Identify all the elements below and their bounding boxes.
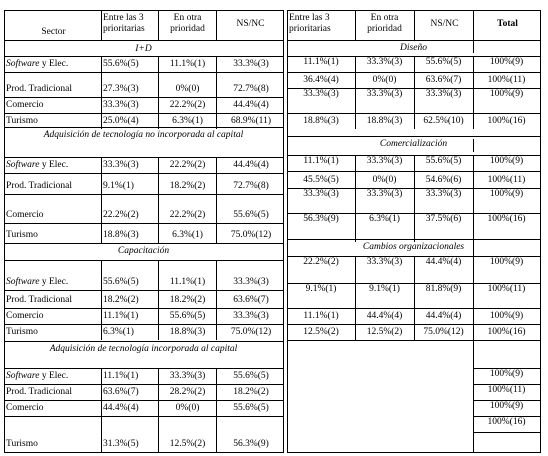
- col-rule: [414, 10, 415, 40]
- value-otra: 33.3%(3): [366, 89, 403, 99]
- col-rule: [158, 10, 159, 40]
- col-rule: [414, 283, 415, 308]
- value-otra: 28.2%(2): [169, 387, 206, 397]
- value-nsnc: 55.6%(5): [233, 403, 269, 413]
- col-rule: [216, 368, 217, 384]
- value-nsnc: 75.0%(12): [423, 327, 464, 337]
- value-total: 100%(9): [489, 369, 524, 379]
- row-rule: [4, 384, 284, 385]
- value-nsnc: 37.5%(6): [425, 214, 462, 224]
- value-total: 100%(11): [487, 284, 526, 294]
- value-nsnc: 75.0%(12): [230, 327, 272, 337]
- value-nsnc: 33.3%(3): [233, 277, 269, 287]
- col-rule: [216, 157, 217, 173]
- sector-label: Comercio: [6, 403, 44, 413]
- col-rule: [473, 155, 474, 171]
- value-otra: 12.5%(2): [366, 327, 403, 337]
- col-rule: [355, 171, 356, 188]
- value-otra: 6.3%(1): [172, 116, 203, 126]
- col-rule: [101, 10, 102, 40]
- value-otra: 0%(0): [175, 403, 200, 413]
- value-entre: 11.1%(1): [303, 311, 339, 321]
- value-nsnc: 44.4%(4): [425, 311, 462, 321]
- col-rule: [414, 171, 415, 188]
- col-rule: [158, 400, 159, 416]
- col-rule: [355, 56, 356, 72]
- col-rule: [473, 340, 474, 452]
- value-otra: 22.2%(2): [169, 210, 206, 220]
- col-rule: [158, 308, 159, 324]
- value-entre: 55.6%(5): [103, 277, 139, 287]
- col-rule: [414, 88, 415, 113]
- col-rule: [101, 72, 102, 97]
- section-title: Comercialización: [379, 139, 448, 149]
- value-otra: 11.1%(1): [169, 59, 206, 69]
- value-otra: 12.5%(2): [169, 439, 206, 449]
- col-rule: [216, 97, 217, 113]
- section-title-rule: [287, 136, 541, 137]
- col-rule: [101, 157, 102, 173]
- value-entre: 11.1%(1): [103, 311, 139, 321]
- col-rule: [355, 256, 356, 283]
- value-total: 100%(16): [487, 214, 526, 224]
- col-rule: [158, 194, 159, 223]
- value-nsnc: 55.6%(5): [233, 371, 269, 381]
- value-entre: 18.8%(3): [303, 116, 339, 126]
- col-rule: [158, 56, 159, 72]
- col-rule: [216, 223, 217, 243]
- row-rule: [4, 113, 284, 114]
- value-entre: 31.3%(5): [103, 439, 139, 449]
- sector-label: Software y Elec.: [6, 277, 69, 287]
- section-rule: [4, 368, 284, 369]
- value-otra: 0%(0): [372, 75, 397, 85]
- value-nsnc: 68.9%(11): [230, 116, 271, 126]
- col-rule: [473, 324, 474, 340]
- value-nsnc: 75.0%(12): [230, 230, 272, 240]
- col-rule: [355, 324, 356, 340]
- section-rule: [287, 340, 541, 341]
- section-title-rule: [287, 40, 541, 41]
- col-rule: [216, 400, 217, 416]
- col-rule: [355, 155, 356, 171]
- value-nsnc: 44.4%(4): [425, 257, 462, 267]
- table-bottom-border: [287, 452, 541, 453]
- value-nsnc: 63.6%(7): [233, 295, 269, 305]
- col-rule: [473, 88, 474, 113]
- header-otra: En otra prioridad: [170, 13, 205, 34]
- col-rule: [473, 72, 474, 88]
- col-rule: [216, 384, 217, 400]
- value-otra: 0%(0): [175, 84, 200, 94]
- value-nsnc: 55.6%(5): [425, 156, 462, 166]
- col-rule: [101, 368, 102, 384]
- col-rule: [158, 72, 159, 97]
- col-rule: [414, 324, 415, 340]
- col-rule: [414, 72, 415, 88]
- col-rule: [414, 113, 415, 129]
- col-rule: [473, 256, 474, 283]
- col-rule: [101, 194, 102, 223]
- col-rule: [216, 308, 217, 324]
- left-table-border: [4, 10, 5, 452]
- value-nsnc: 54.6%(6): [425, 175, 462, 185]
- col-rule: [414, 256, 415, 283]
- col-rule: [473, 40, 474, 53]
- value-nsnc: 33.3%(3): [233, 311, 269, 321]
- col-rule: [216, 324, 217, 340]
- row-rule: [4, 290, 284, 291]
- row-rule: [4, 72, 284, 73]
- value-entre: 33.3%(3): [103, 100, 139, 110]
- value-total: 100%(11): [487, 75, 526, 85]
- header-nsnc: NS/NC: [236, 19, 265, 29]
- value-entre: 11.1%(1): [103, 371, 139, 381]
- col-rule: [158, 290, 159, 308]
- col-rule: [101, 260, 102, 290]
- value-total: 100%(16): [487, 417, 526, 427]
- value-entre: 33.3%(3): [103, 160, 139, 170]
- col-rule: [216, 290, 217, 308]
- value-nsnc: 18.2%(2): [233, 387, 269, 397]
- value-otra: 18.8%(3): [169, 327, 206, 337]
- value-nsnc: 81.8%(9): [425, 284, 462, 294]
- row-rule: [4, 223, 284, 224]
- value-total: 100%(16): [487, 327, 526, 337]
- value-entre: 9.1%(1): [305, 284, 337, 294]
- value-entre: 44.4%(4): [103, 403, 139, 413]
- col-rule: [414, 56, 415, 72]
- col-rule: [158, 157, 159, 173]
- value-entre: 27.3%(3): [103, 84, 139, 94]
- value-total: 100%(9): [489, 257, 524, 267]
- section-title-rule: [4, 127, 284, 128]
- col-rule: [158, 97, 159, 113]
- value-otra: 18.8%(3): [366, 116, 403, 126]
- col-rule: [473, 213, 474, 242]
- sector-label: Turismo: [6, 230, 38, 240]
- value-entre: 6.3%(1): [103, 327, 134, 337]
- value-nsnc: 44.4%(4): [233, 100, 269, 110]
- value-total: 100%(16): [487, 116, 526, 126]
- col-rule: [355, 283, 356, 308]
- section-title: Capacitación: [117, 246, 170, 256]
- sector-label: Prod. Tradicional: [6, 84, 72, 94]
- section-rule: [4, 56, 284, 57]
- value-entre: 36.4%(4): [303, 75, 339, 85]
- value-nsnc: 63.6%(7): [425, 75, 462, 85]
- value-nsnc: 33.3%(3): [425, 89, 462, 99]
- col-rule: [216, 260, 217, 290]
- col-rule: [158, 384, 159, 400]
- col-rule: [473, 188, 474, 213]
- sector-label: Comercio: [6, 100, 44, 110]
- row-rule: [4, 194, 284, 195]
- value-entre: 55.6%(5): [103, 59, 139, 69]
- header-nsnc: NS/NC: [430, 19, 459, 29]
- col-rule: [355, 308, 356, 324]
- value-nsnc: 55.6%(5): [233, 210, 269, 220]
- sector-label: Turismo: [6, 116, 38, 126]
- value-otra: 22.2%(2): [169, 160, 206, 170]
- col-rule: [473, 139, 474, 152]
- value-entre: 18.2%(2): [103, 295, 139, 305]
- col-rule: [158, 223, 159, 243]
- section-title-rule: [4, 40, 284, 41]
- col-rule: [355, 188, 356, 213]
- col-rule: [158, 324, 159, 340]
- col-rule: [473, 113, 474, 129]
- col-rule: [216, 72, 217, 97]
- col-rule: [101, 290, 102, 308]
- value-entre: 22.2%(2): [303, 257, 339, 267]
- value-otra: 22.2%(2): [169, 100, 206, 110]
- header-total: Total: [497, 19, 518, 29]
- value-otra: 18.2%(2): [169, 295, 206, 305]
- col-rule: [414, 155, 415, 171]
- col-rule: [158, 260, 159, 290]
- section-title: I+D: [135, 44, 152, 54]
- value-nsnc: 72.7%(8): [233, 84, 269, 94]
- value-entre: 11.1%(1): [303, 156, 339, 166]
- col-rule: [158, 416, 159, 452]
- col-rule: [216, 173, 217, 194]
- sector-label: Prod. Tradicional: [6, 181, 72, 191]
- row-rule: [4, 308, 284, 309]
- row-rule: [4, 173, 284, 174]
- value-entre: 11.1%(1): [303, 57, 339, 67]
- value-entre: 25.0%(4): [103, 116, 139, 126]
- value-otra: 33.3%(3): [366, 257, 403, 267]
- value-nsnc: 72.7%(8): [233, 181, 269, 191]
- section-title-rule: [4, 243, 284, 244]
- sector-label: Turismo: [6, 327, 38, 337]
- col-rule: [101, 223, 102, 243]
- value-nsnc: 44.4%(4): [233, 160, 269, 170]
- value-total: 100%(9): [489, 311, 524, 321]
- sector-label: Software y Elec.: [6, 59, 69, 69]
- value-otra: 33.3%(3): [366, 189, 403, 199]
- section-title: Adquisición de tecnología incorporada al capital: [49, 344, 238, 354]
- col-rule: [101, 384, 102, 400]
- col-rule: [473, 10, 474, 40]
- row-rule: [4, 97, 284, 98]
- value-otra: 33.3%(3): [366, 156, 403, 166]
- col-rule: [216, 416, 217, 452]
- sector-label: Prod. Tradicional: [6, 387, 72, 397]
- col-rule: [216, 56, 217, 72]
- col-rule: [101, 308, 102, 324]
- section-rule: [4, 157, 284, 158]
- col-rule: [158, 368, 159, 384]
- value-otra: 18.2%(2): [169, 181, 206, 191]
- col-rule: [158, 173, 159, 194]
- col-rule: [355, 72, 356, 88]
- col-rule: [101, 97, 102, 113]
- col-rule: [414, 308, 415, 324]
- section-title: Diseño: [400, 43, 427, 53]
- col-rule: [101, 56, 102, 72]
- col-rule: [216, 10, 217, 40]
- value-entre: 63.6%(7): [103, 387, 139, 397]
- col-rule: [355, 88, 356, 113]
- value-otra: 6.3%(1): [172, 230, 203, 240]
- value-total: 100%(9): [489, 89, 524, 99]
- value-entre: 12.5%(2): [303, 327, 339, 337]
- header-entre: Entre las 3 prioritarias: [103, 13, 145, 34]
- value-entre: 45.5%(5): [303, 175, 339, 185]
- right-table-border: [540, 10, 541, 452]
- value-entre: 18.8%(3): [103, 230, 139, 240]
- section-title: Adquisición de tecnología no incorporada al capital: [43, 130, 244, 140]
- value-otra: 33.3%(3): [366, 57, 403, 67]
- row-rule: [4, 324, 284, 325]
- col-rule: [101, 173, 102, 194]
- value-entre: 33.3%(3): [303, 89, 339, 99]
- sector-label: Software y Elec.: [6, 160, 69, 170]
- value-total: 100%(9): [489, 57, 524, 67]
- value-nsnc: 56.3%(9): [233, 439, 269, 449]
- value-nsnc: 62.5%(10): [423, 116, 464, 126]
- value-total: 100%(9): [489, 189, 524, 199]
- row-rule: [473, 432, 541, 433]
- value-total: 100%(9): [489, 401, 524, 411]
- col-rule: [473, 171, 474, 188]
- value-total: 100%(11): [487, 175, 526, 185]
- sector-label: Prod. Tradicional: [6, 295, 72, 305]
- col-rule: [473, 56, 474, 72]
- col-rule: [355, 213, 356, 242]
- col-rule: [473, 308, 474, 324]
- value-otra: 44.4%(4): [366, 311, 403, 321]
- col-rule: [414, 188, 415, 213]
- value-entre: 22.2%(2): [103, 210, 139, 220]
- value-otra: 0%(0): [372, 175, 397, 185]
- col-rule: [101, 400, 102, 416]
- col-rule: [101, 416, 102, 452]
- sector-label: Software y Elec.: [6, 371, 69, 381]
- right-table-border: [287, 10, 288, 452]
- section-title-rule: [4, 341, 284, 342]
- value-entre: 56.3%(9): [303, 214, 339, 224]
- section-title: Cambios organizacionales: [362, 242, 465, 252]
- value-entre: 33.3%(3): [303, 189, 339, 199]
- row-rule: [4, 416, 284, 417]
- sector-label: Turismo: [6, 439, 38, 449]
- section-rule: [4, 260, 284, 261]
- value-otra: 6.3%(1): [369, 214, 400, 224]
- value-nsnc: 55.6%(5): [425, 57, 462, 67]
- col-rule: [355, 10, 356, 40]
- value-otra: 11.1%(1): [169, 277, 206, 287]
- col-rule: [473, 242, 474, 256]
- value-otra: 9.1%(1): [369, 284, 400, 294]
- header-otra: En otra prioridad: [367, 13, 402, 34]
- col-rule: [101, 324, 102, 340]
- value-otra: 33.3%(3): [169, 371, 206, 381]
- table-top-border: [4, 10, 284, 11]
- col-rule: [414, 213, 415, 242]
- col-rule: [473, 283, 474, 308]
- table-bottom-border: [4, 452, 284, 453]
- value-nsnc: 33.3%(3): [425, 189, 462, 199]
- section-title-rule: [287, 239, 541, 240]
- sector-label: Comercio: [6, 311, 44, 321]
- value-nsnc: 33.3%(3): [233, 59, 269, 69]
- header-sector: Sector: [41, 27, 66, 37]
- value-total: 100%(9): [489, 156, 524, 166]
- row-rule: [4, 400, 284, 401]
- col-rule: [355, 113, 356, 129]
- value-otra: 55.6%(5): [169, 311, 206, 321]
- col-rule: [216, 194, 217, 223]
- value-entre: 9.1%(1): [103, 181, 134, 191]
- value-total: 100%(11): [487, 385, 526, 395]
- header-entre: Entre las 3 prioritarias: [289, 13, 331, 34]
- sector-label: Comercio: [6, 210, 44, 220]
